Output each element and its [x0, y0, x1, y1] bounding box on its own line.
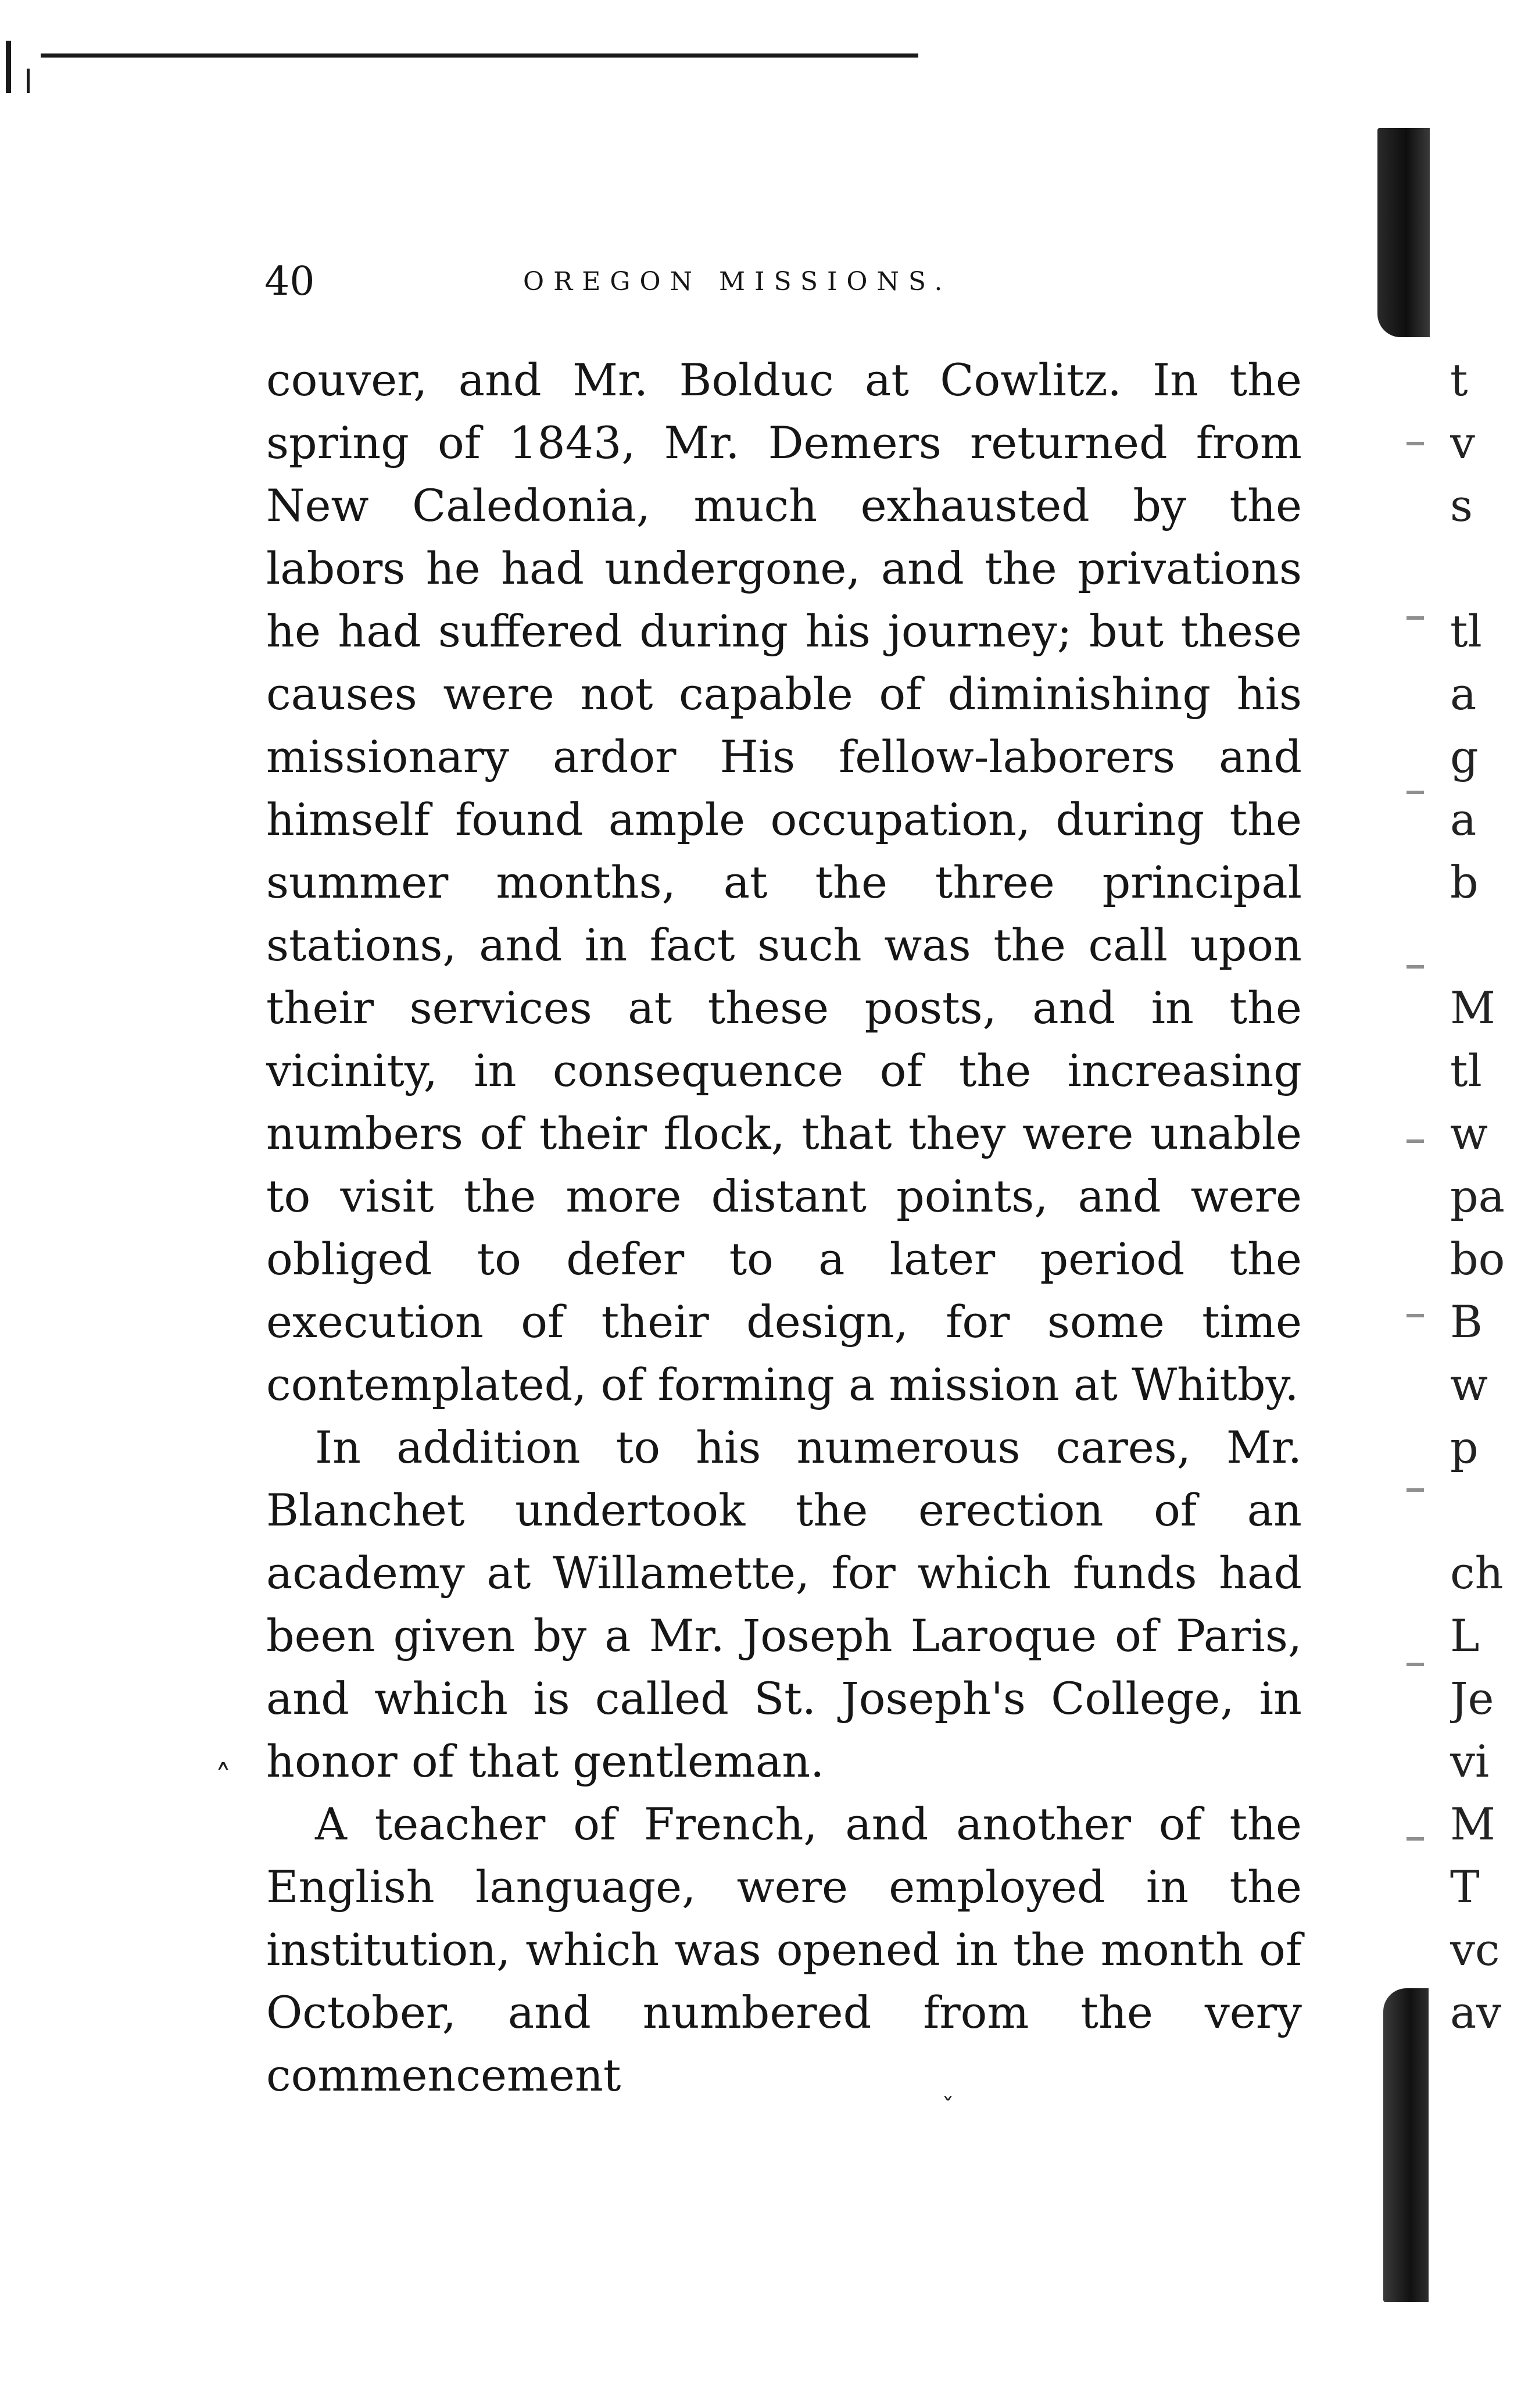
bleed-fragment: g: [1450, 731, 1479, 783]
top-rule-tick-small: [27, 69, 30, 93]
bleed-fragment: [1450, 537, 1521, 600]
running-head: OREGON MISSIONS.: [523, 267, 952, 296]
paragraph: couver, and Mr. Bolduc at Cowlitz. In the spring of 1843, Mr. Demers returned from New Caledonia, much exhausted by the labors he had undergone, and the privations he had suffered during his journey; but these causes were not capable of diminishing his missionary ardor His fellow-laborers and himself found ample occupation, during the summer months, at the three principal stations, and in fact such was the call upon their services at these posts, and in the vicinity, in consequence of the increasing numbers of their flock, that they were unable to visit the more distant points, and were obliged to defer to a later period the execution of their design, for some time contemplated, of forming a mission at Whitby.: [266, 354, 1302, 1410]
bleed-fragment: t: [1450, 354, 1468, 406]
margin-mark-icon: ˄: [215, 1759, 231, 1796]
top-rule-tick: [6, 41, 11, 93]
facing-page-bleed: [1450, 349, 1521, 2044]
stray-mark-icon: ˇ: [942, 2093, 954, 2123]
binding-speckle: [1407, 343, 1424, 1971]
binding-shadow: [1377, 128, 1430, 337]
bleed-fragment: M: [1450, 982, 1495, 1034]
bleed-fragment: tl: [1450, 1045, 1482, 1096]
page-number: 40: [264, 259, 315, 305]
bleed-fragment: av: [1450, 1987, 1502, 2038]
bleed-fragment: a: [1450, 794, 1477, 845]
bleed-fragment: w: [1450, 1107, 1488, 1159]
bleed-fragment: bo: [1450, 1233, 1505, 1285]
bleed-fragment: pa: [1450, 1170, 1505, 1222]
paragraph: A teacher of French, and another of the English language, were employed in the institution, which was opened in the month of October, and numbered from the very commencement: [266, 1798, 1302, 2101]
body-text: [266, 349, 1302, 2107]
bleed-fragment: w: [1450, 1359, 1488, 1410]
bleed-fragment: L: [1450, 1610, 1480, 1662]
bleed-fragment: b: [1450, 856, 1479, 908]
bleed-fragment: tl: [1450, 605, 1482, 657]
binding-shadow-lower: [1383, 1988, 1429, 2302]
bleed-fragment: T: [1450, 1861, 1480, 1913]
page-header: [264, 256, 1305, 308]
top-rule: [41, 53, 918, 58]
bleed-fragment: a: [1450, 668, 1477, 720]
paragraph: In addition to his numerous cares, Mr. Blanchet undertook the erection of an academy at Willamette, for which funds had been given by a Mr. Joseph Laroque of Paris, and which is called St. Joseph's College, in honor of that gentleman.: [266, 1421, 1302, 1787]
bleed-fragment: p: [1450, 1421, 1479, 1473]
bleed-fragment: Je: [1450, 1673, 1494, 1724]
bleed-fragment: vi: [1450, 1735, 1490, 1787]
bleed-fragment: v: [1450, 417, 1475, 469]
bleed-fragment: ch: [1450, 1547, 1504, 1599]
bleed-fragment: B: [1450, 1296, 1483, 1348]
bleed-fragment: vc: [1450, 1924, 1500, 1975]
bleed-fragment: M: [1450, 1798, 1495, 1850]
bleed-fragment: [1450, 1479, 1521, 1542]
bleed-fragment: s: [1450, 480, 1473, 531]
bleed-fragment: [1450, 914, 1521, 977]
